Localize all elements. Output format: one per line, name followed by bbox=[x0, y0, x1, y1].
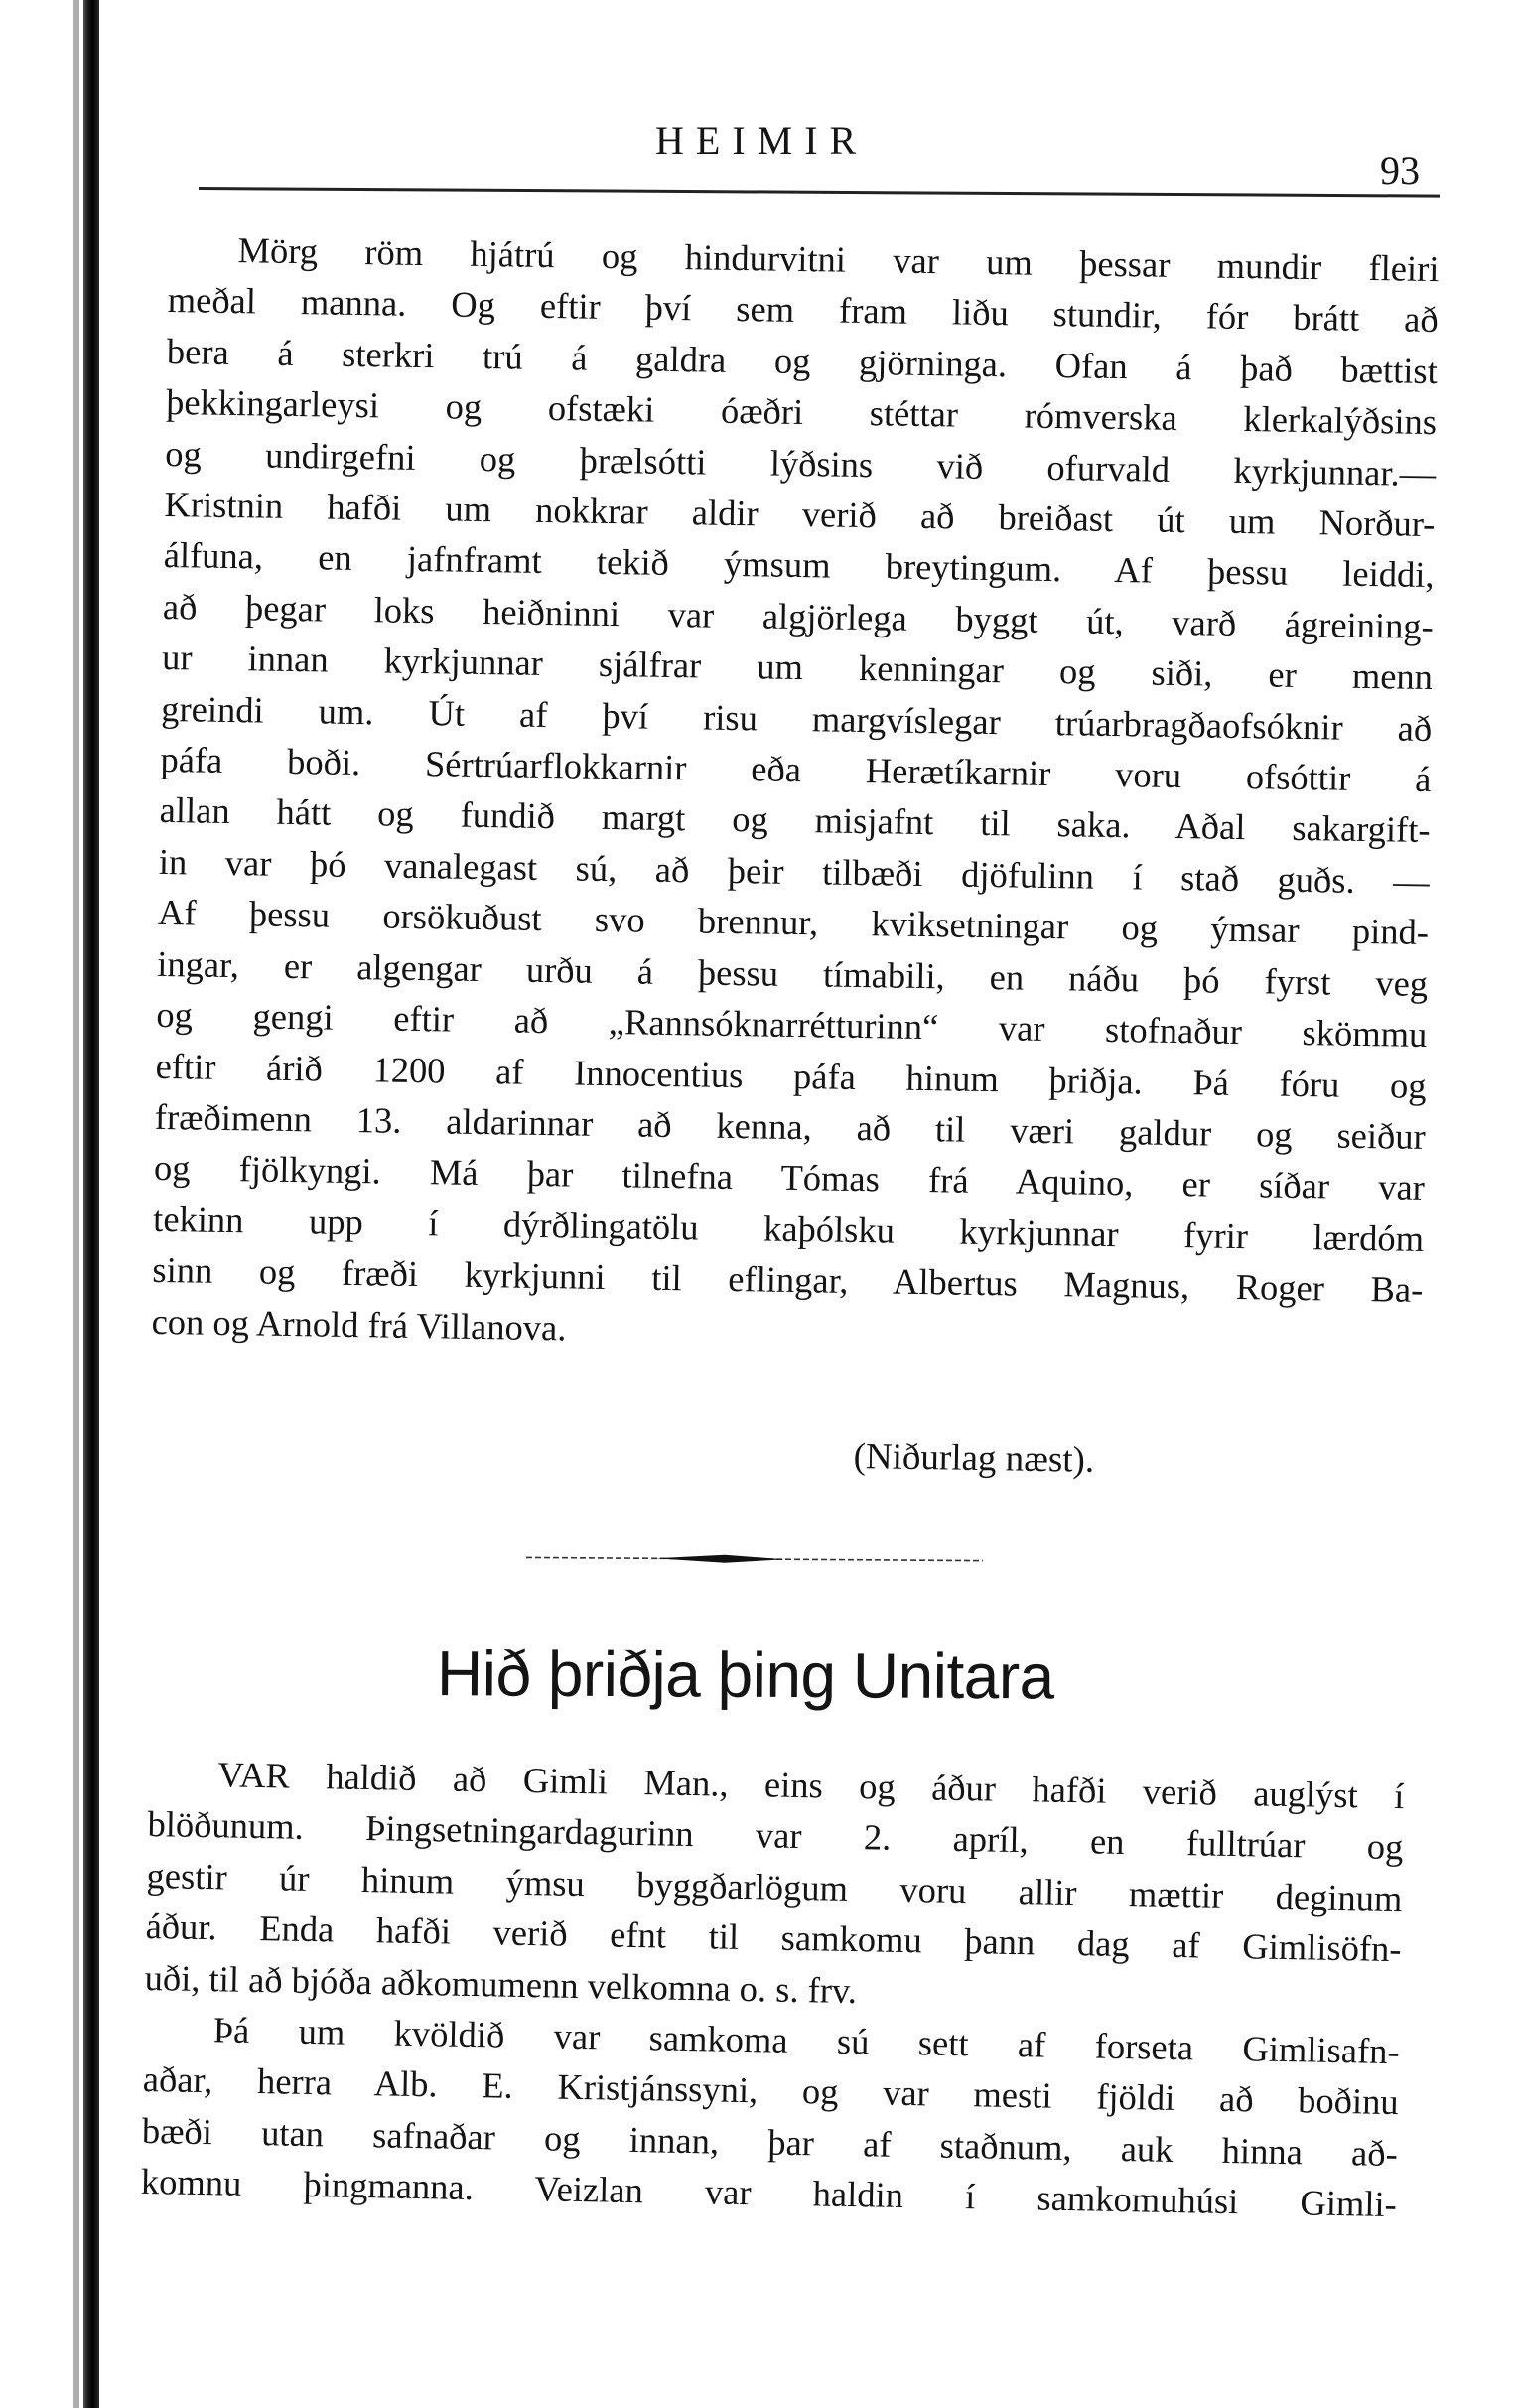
text-line: álfuna, en jafnframt tekið ýmsum breytingum. Af þessu leiddi, bbox=[163, 534, 1435, 596]
to-be-continued-note: (Niðurlag næst). bbox=[853, 1435, 1095, 1481]
text-line: greindi um. Út af því risu margvíslegar trúarbragðaofsóknir að bbox=[161, 687, 1433, 749]
binding-shadow bbox=[73, 0, 79, 2408]
text-line: con og Arnold frá Villanova. bbox=[151, 1300, 567, 1347]
text-line: ingar, er algengar urðu á þessu tímabili, en náðu þó fyrst veg bbox=[156, 942, 1429, 1004]
page-number: 93 bbox=[1380, 148, 1420, 193]
text-line: fræðimenn 13. aldarinnar að kenna, að til væri galdur og seiður bbox=[154, 1095, 1427, 1157]
text-line: uði, til að bjóða aðkomumenn velkomna o. s. frv. bbox=[144, 1956, 858, 2011]
text-line: Mörg röm hjátrú og hindurvitni var um þessar mundir fleiri bbox=[237, 229, 1440, 290]
text-line: Þá um kvöldið var samkoma sú sett af forseta Gimlisafn- bbox=[212, 2009, 1400, 2072]
text-line: gestir úr hinum ýmsu byggðarlögum voru allir mættir deginum bbox=[146, 1854, 1403, 1918]
text-line: in var þó vanalegast sú, að þeir tilbæði djöfulinn í stað guðs. — bbox=[158, 840, 1431, 902]
section-divider-ornament bbox=[526, 1550, 983, 1567]
text-line: bæði utan safnaðar og innan, þar af staðnum, auk hinna að- bbox=[141, 2109, 1399, 2174]
text-line: og gengi eftir að „Rannsóknarrétturinn“ var stofnaður skömmu bbox=[156, 993, 1428, 1056]
text-line: að þegar loks heiðninni var algjörlega byggt út, varð ágreining- bbox=[162, 585, 1435, 646]
text-line: sinn og fræði kyrkjunni til eflingar, Albertus Magnus, Roger Ba- bbox=[152, 1248, 1424, 1311]
text-line: Af þessu orsökuðust svo brennur, kviksetningar og ýmsar pind- bbox=[157, 892, 1430, 953]
text-line: þekkingarleysi og ofstæki óæðri stéttar rómverska klerkalýðsins bbox=[165, 381, 1438, 443]
text-line: meðal manna. Og eftir því sem fram liðu stundir, fór brátt að bbox=[167, 279, 1439, 341]
text-line: allan hátt og fundið margt og misjafnt til saka. Aðal sakargift- bbox=[159, 789, 1431, 851]
text-line: og fjölkyngi. Má þar tilnefna Tómas frá Aquino, er síðar var bbox=[153, 1147, 1426, 1208]
text-line: ur innan kyrkjunnar sjálfrar um kenningar og siði, er menn bbox=[161, 637, 1434, 698]
text-line: bera á sterkri trú á galdra og gjörninga. Ofan á það bættist bbox=[166, 330, 1439, 391]
text-line: blöðunum. Þingsetningardagurinn var 2. apríl, en fulltrúar og bbox=[147, 1803, 1404, 1868]
text-line: komnu þingmanna. Veizlan var haldin í samkomuhúsi Gimli- bbox=[140, 2161, 1398, 2225]
book-binding-edge bbox=[83, 0, 99, 2408]
text-line: VAR haldið að Gimli Man., eins og áður hafði verið auglýst í bbox=[217, 1754, 1405, 1817]
text-line: páfa boði. Sértrúarflokkarnir eða Herætíkarnir voru ofsóttir á bbox=[160, 738, 1432, 800]
text-line: og undirgefni og þrælsótti lýðsins við ofurvald kyrkjunnar.— bbox=[165, 432, 1437, 494]
article-title: Hið þriðja þing Unitara bbox=[436, 1637, 1054, 1713]
text-line: eftir árið 1200 af Innocentius páfa hinum þriðja. Þá fóru og bbox=[155, 1045, 1427, 1106]
article-continuation bbox=[151, 223, 1440, 1366]
running-head: HEIMIR bbox=[655, 118, 869, 163]
text-line: áður. Enda hafði verið efnt til samkomu þann dag af Gimlisöfn- bbox=[145, 1906, 1402, 1970]
text-line: Kristnin hafði um nokkrar aldir verið að breiðast út um Norður- bbox=[164, 483, 1436, 545]
text-line: aðar, herra Alb. E. Kristjánssyni, og var mesti fjöldi að boðinu bbox=[142, 2058, 1400, 2123]
header-rule bbox=[199, 187, 1440, 198]
text-line: tekinn upp í dýrðlingatölu kaþólsku kyrkjunnar fyrir lærdóm bbox=[152, 1198, 1425, 1259]
article-body bbox=[141, 1748, 1405, 2230]
